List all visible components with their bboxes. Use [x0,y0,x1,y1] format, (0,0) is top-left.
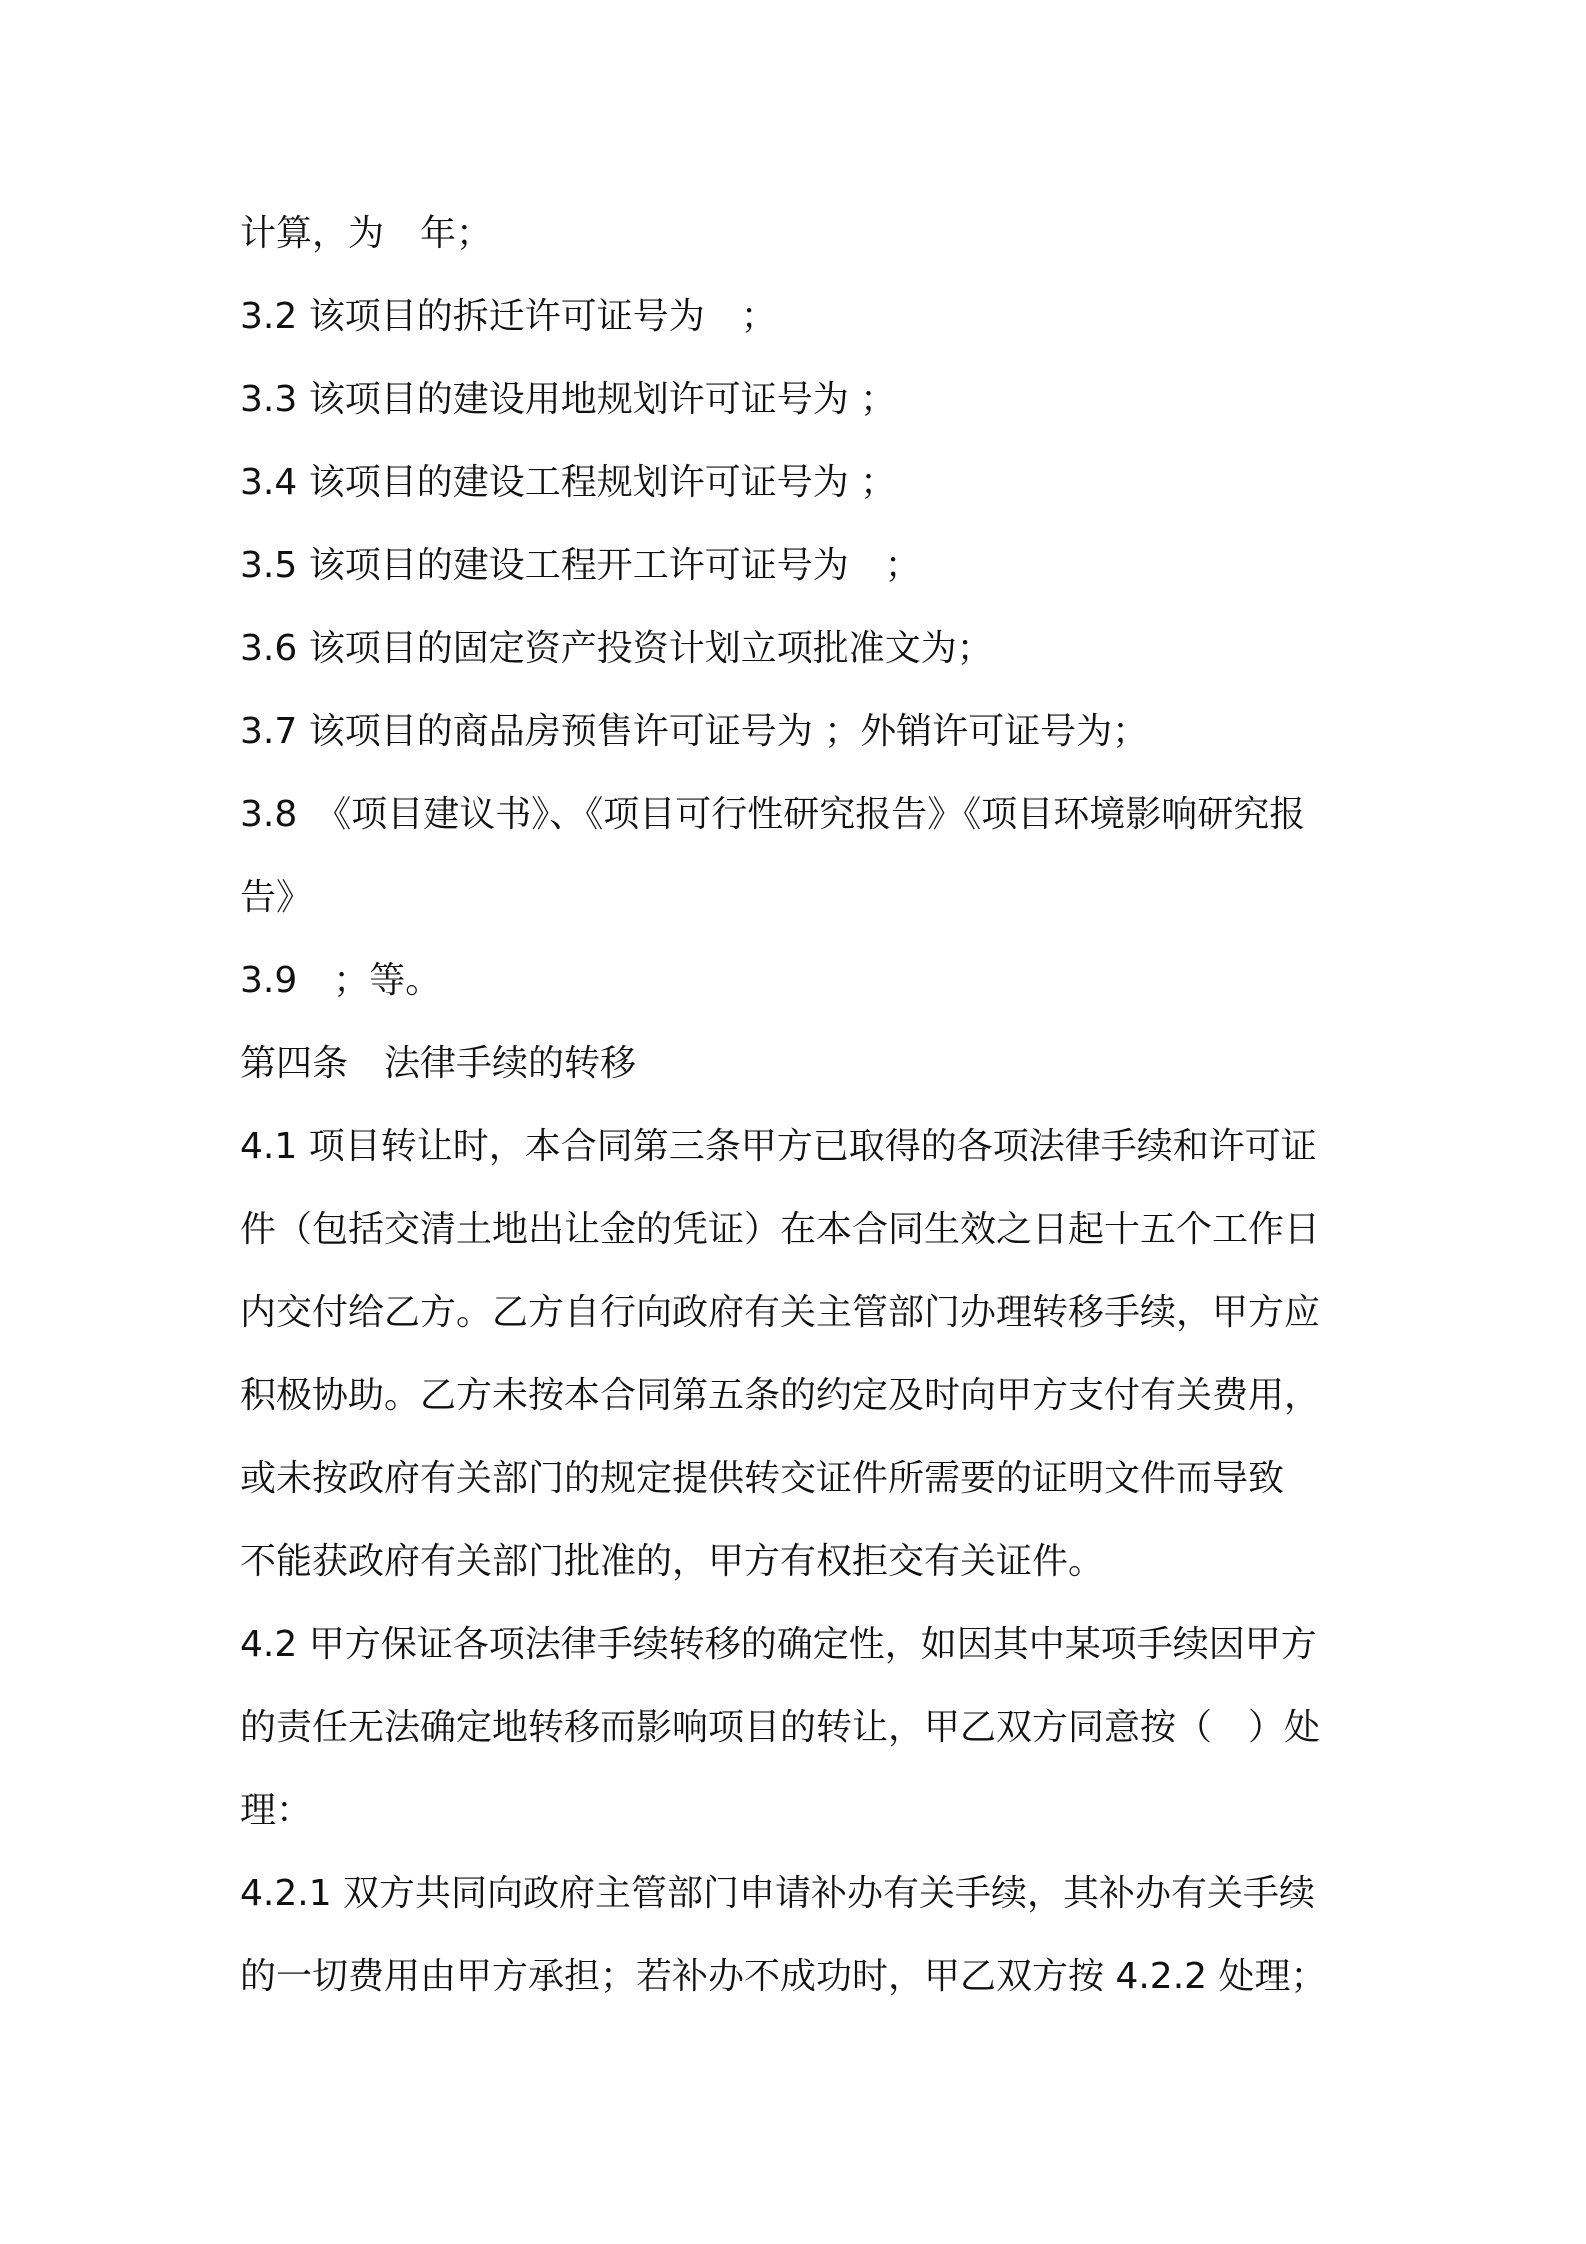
text-line-clause-3-6: 3.6 该项目的固定资产投资计划立项批准文为； [240,628,993,669]
text-line-clause-4-1-cont: 或未按政府有关部门的规定提供转交证件所需要的证明文件而导致 [240,1458,1285,1499]
text-line-clause-3-3: 3.3 该项目的建设用地规划许可证号为 ； [240,379,897,420]
text-line-clause-4-1-cont: 内交付给乙方。乙方自行向政府有关主管部门办理转移手续，甲方应 [240,1292,1321,1333]
text-line-clause-3-5: 3.5 该项目的建设工程开工许可证号为 ； [240,545,921,586]
text-line-clause-4-1-cont: 积极协助。乙方未按本合同第五条的约定及时向甲方支付有关费用， [240,1375,1321,1416]
text-line-clause-3-9: 3.9 ；等。 [240,960,442,1001]
text-line-clause-4-2-cont: 的责任无法确定地转移而影响项目的转让，甲乙双方同意按（ ）处 [240,1707,1321,1748]
text-line-clause-3-8: 3.8 《项目建议书》、《项目可行性研究报告》《项目环境影响研究报 [240,794,1306,835]
text-line-clause-4-1-cont: 不能获政府有关部门批准的，甲方有权拒交有关证件。 [240,1541,1105,1582]
text-line-clause-4-1: 4.1 项目转让时，本合同第三条甲方已取得的各项法律手续和许可证 [240,1126,1317,1167]
text-line-clause-3-8-cont: 告》 [240,877,313,918]
text-line-clause-4-1-cont: 件（包括交清土地出让金的凭证）在本合同生效之日起十五个工作日 [240,1209,1321,1250]
text-line-clause-4-2-1-cont: 的一切费用由甲方承担；若补办不成功时，甲乙双方按 4.2.2 处理； [240,1956,1327,1997]
text-line-clause-4-2-1: 4.2.1 双方共同向政府主管部门申请补办有关手续，其补办有关手续 [240,1873,1316,1914]
text-line-clause-4-2: 4.2 甲方保证各项法律手续转移的确定性，如因其中某项手续因甲方 [240,1624,1317,1665]
text-line-clause-3-4: 3.4 该项目的建设工程规划许可证号为 ； [240,462,897,503]
text-line-clause-3-2: 3.2 该项目的拆迁许可证号为 ； [240,296,777,337]
text-line-clause-4-2-cont: 理： [240,1790,313,1831]
text-line-clause-3-1-end: 计算，为 年； [240,213,493,254]
text-line-clause-3-7: 3.7 该项目的商品房预售许可证号为 ；外销许可证号为； [240,711,1149,752]
document-body [240,192,1360,2018]
section-heading-article-4: 第四条 法律手续的转移 [240,1043,637,1084]
